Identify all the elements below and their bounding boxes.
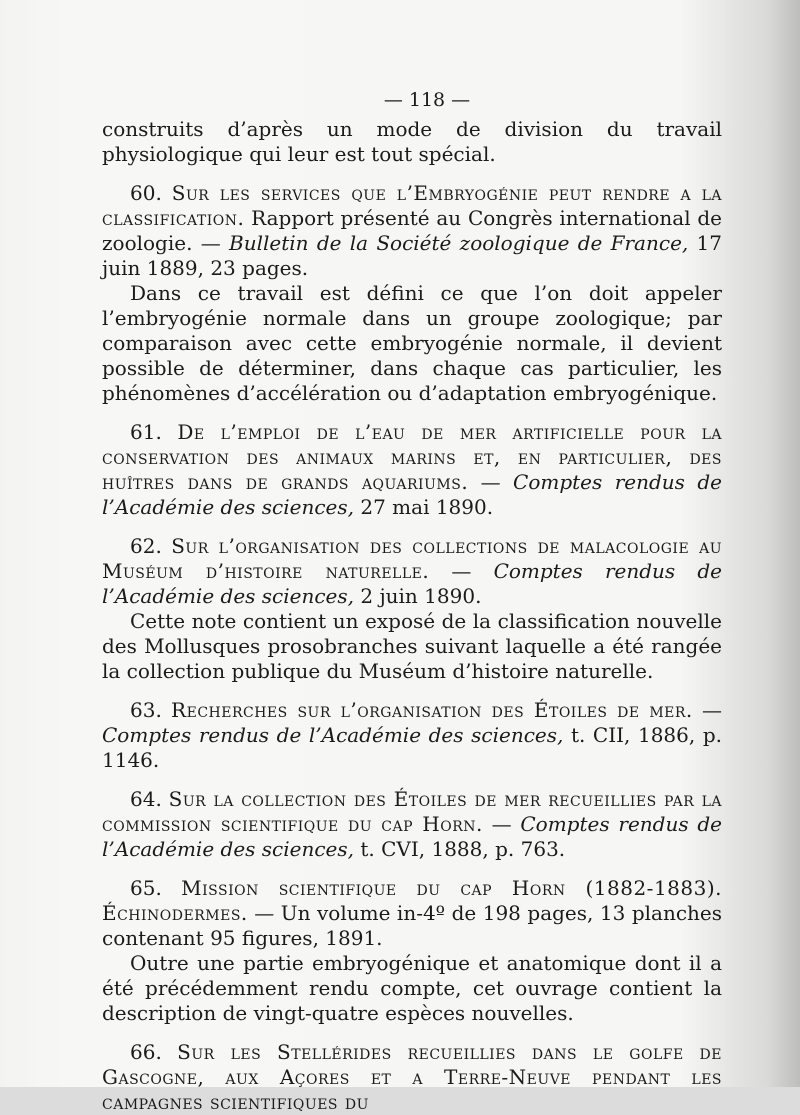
entry-text: — <box>692 698 723 722</box>
entry-text: — <box>482 812 521 836</box>
entry-title: Sur les services que l’Embryogénie peut rendre a la classification. <box>102 181 723 230</box>
entry-text: — <box>429 559 494 583</box>
entry-source: Comptes rendus de l’Académie des sciences, <box>102 723 564 747</box>
entry-number: 63. <box>130 698 162 722</box>
entry-66 <box>102 1040 722 1115</box>
entry-text: — Un volume in-4º de 198 pages, 13 planches contenant 95 figures, 1891. <box>102 901 722 950</box>
opening-text: construits d’après un mode de division du travail physiologique qui leur est tout spécial. <box>102 117 722 166</box>
entry-text: — <box>468 470 514 494</box>
entry-60 <box>102 181 722 281</box>
entry-number: 61. <box>130 420 162 444</box>
page-number: — 118 — <box>383 89 471 111</box>
entry-number: 60. <box>130 181 162 205</box>
entry-source: Comptes rendus de l’Académie des sciences, <box>102 559 722 608</box>
entry-62 <box>102 534 722 609</box>
entry-details: 27 mai 1890. <box>354 495 494 519</box>
entry-65-description: Outre une partie embryogénique et anatomique dont il a été précédemment rendu compte, cet ouvrage contient la description de vingt-quatre espèces nouvelles. <box>102 951 722 1025</box>
entry-title: Recherches sur l’organisation des Étoiles de mer. <box>171 698 693 722</box>
entry-title: Sur la collection des Étoiles de mer recueillies par la commission scientifique du cap Horn. <box>102 787 722 836</box>
entry-details: 2 juin 1890. <box>354 584 482 608</box>
entry-number: 66. <box>130 1040 162 1064</box>
entry-details: t. CII, 1886, p. 1146. <box>102 723 722 772</box>
entry-source: Comptes rendus de l’Académie des sciences, <box>102 470 722 519</box>
entry-63 <box>102 698 722 773</box>
entry-title: Sur les Stellérides recueillies dans le golfe de Gascogne, aux Açores et a Terre-Neuve pendant les campagnes scientifiques du <box>102 1040 722 1114</box>
entry-65 <box>102 876 722 951</box>
entry-number: 64. <box>130 787 162 811</box>
entry-title: Mission scientifique du cap Horn (1882-1883). Échinodermes. <box>102 876 723 925</box>
entry-source: Comptes rendus de l’Académie des sciences, <box>102 812 722 861</box>
entry-text: Rapport présenté au Congrès international de zoologie. — <box>102 206 722 255</box>
entry-number: 62. <box>130 534 162 558</box>
entry-64 <box>102 787 722 862</box>
entry-number: 65. <box>130 876 162 900</box>
entry-61 <box>102 420 722 520</box>
entry-60-description: Dans ce travail est défini ce que l’on doit appeler l’embryogénie normale dans un groupe zoologique; par comparaison avec cette embryogénie normale, il devient possible de déterminer, dans chaque cas particulier, les phénomènes d’accélération ou d’adaptation embryogénique. <box>102 281 722 405</box>
entry-62-description: Cette note contient un exposé de la classification nouvelle des Mollusques prosobranches suivant laquelle a été rangée la collection publique du Muséum d’histoire naturelle. <box>102 609 722 683</box>
entry-details: 17 juin 1889, 23 pages. <box>102 231 722 280</box>
entry-details: t. CVI, 1888, p. 763. <box>354 837 566 861</box>
page-content <box>102 88 722 1115</box>
entry-title: Sur l’organisation des collections de malacologie au Muséum d’histoire naturelle. <box>102 534 722 583</box>
entry-source: Bulletin de la Société zoologique de France, <box>229 231 689 255</box>
entry-title: De l’emploi de l’eau de mer artificielle pour la conservation des animaux marins et, en particulier, des huîtres dans de grands aquariums. <box>102 420 722 494</box>
